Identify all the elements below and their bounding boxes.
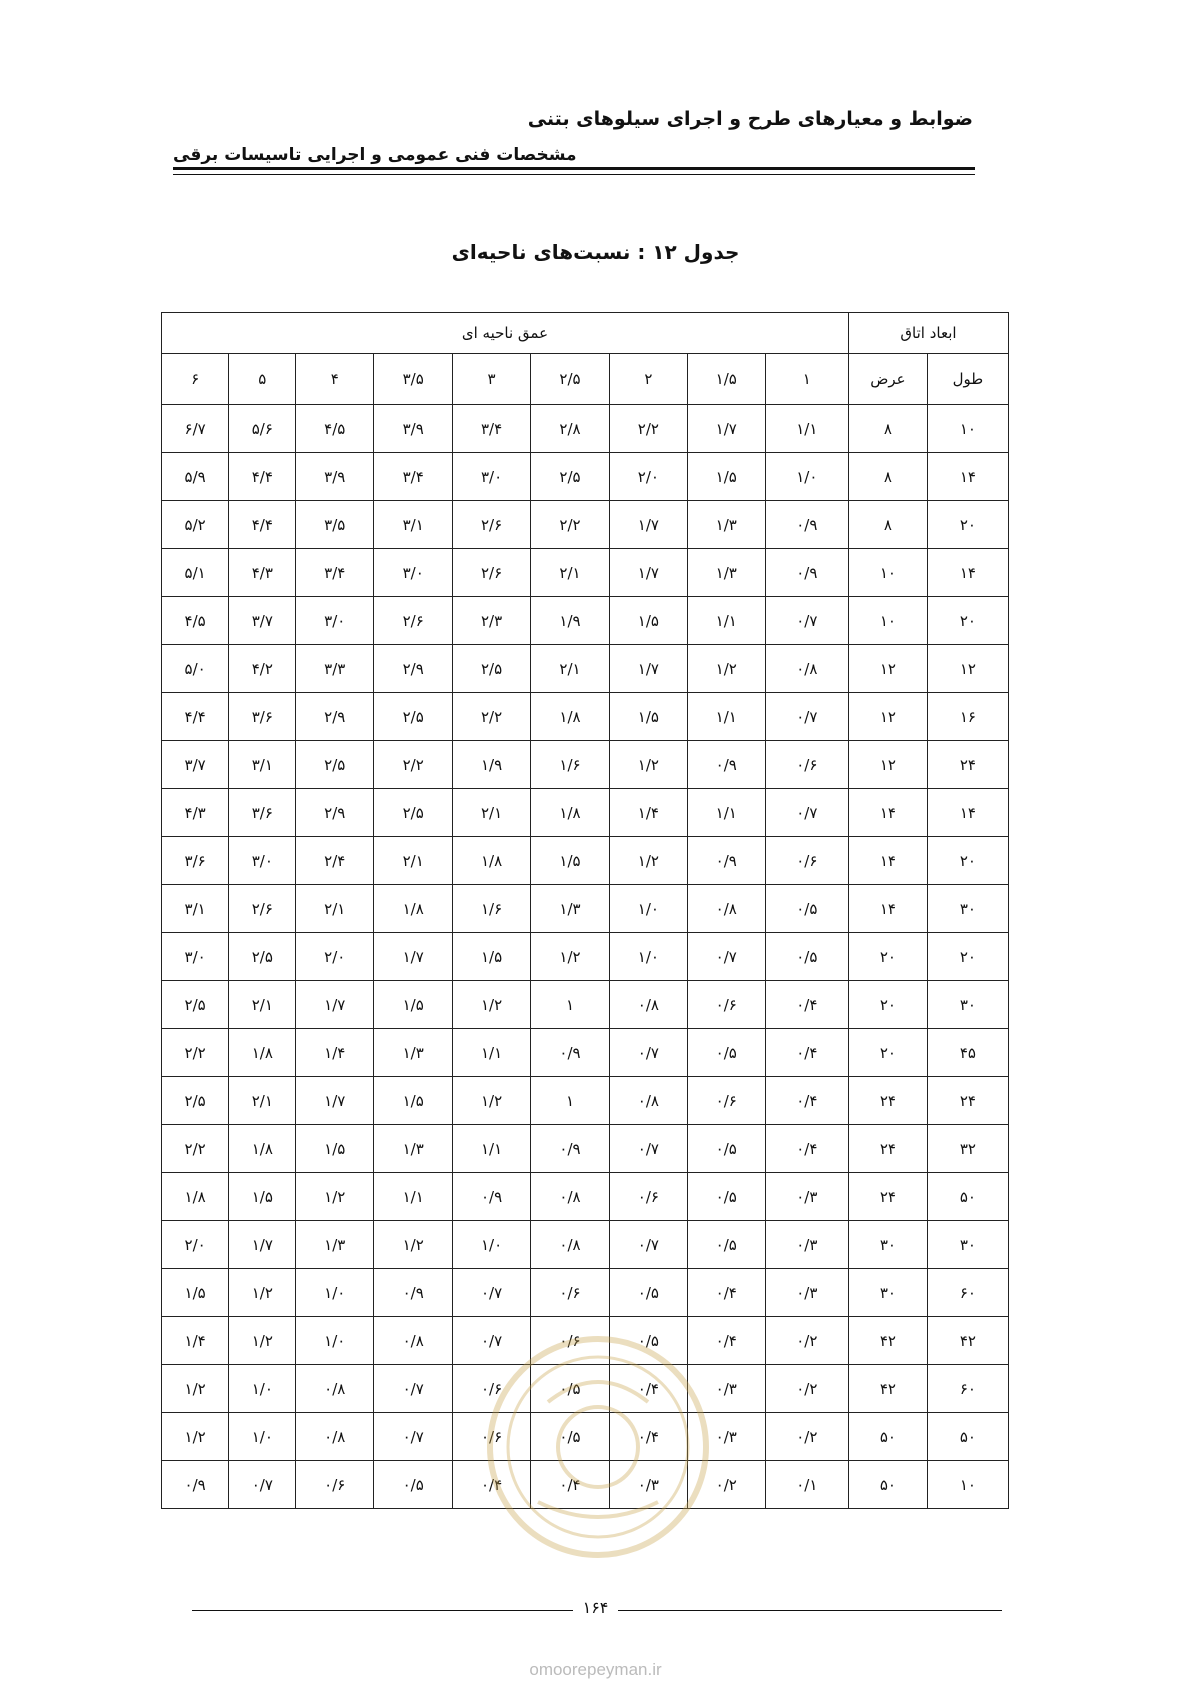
ratio-cell: ۰/۹ xyxy=(765,501,848,549)
ratio-cell: ۰/۵ xyxy=(374,1461,453,1509)
watermark-url: omoorepeyman.ir xyxy=(529,1660,662,1679)
ratio-cell: ۳/۵ xyxy=(296,501,374,549)
ratio-cell: ۱/۱ xyxy=(687,597,765,645)
table-row xyxy=(162,1077,1009,1125)
page-number-text: ۱۶۴ xyxy=(573,1598,619,1617)
table-row xyxy=(162,981,1009,1029)
ratio-cell: ۲/۱ xyxy=(229,981,296,1029)
ratio-cell: ۴/۳ xyxy=(162,789,229,837)
ratio-cell: ۰/۷ xyxy=(609,1029,687,1077)
ratio-cell: ۲/۹ xyxy=(296,789,374,837)
ratio-cell: ۱/۵ xyxy=(296,1125,374,1173)
length-cell: ۶۰ xyxy=(927,1269,1008,1317)
ratio-cell: ۱/۱ xyxy=(453,1029,531,1077)
ratio-cell: ۰/۷ xyxy=(609,1125,687,1173)
ratio-cell: ۴/۴ xyxy=(229,501,296,549)
width-cell: ۸ xyxy=(848,501,927,549)
length-cell: ۱۰ xyxy=(927,405,1008,453)
table-title: جدول ۱۲ : نسبت‌های ناحیه‌ای xyxy=(451,240,740,264)
ratio-cell: ۱/۵ xyxy=(687,453,765,501)
length-cell: ۳۰ xyxy=(927,885,1008,933)
ratio-cell: ۱/۱ xyxy=(453,1125,531,1173)
ratio-cell: ۳/۶ xyxy=(229,693,296,741)
length-cell: ۳۲ xyxy=(927,1125,1008,1173)
ratio-cell: ۰/۷ xyxy=(765,597,848,645)
ratio-cell: ۰/۶ xyxy=(296,1461,374,1509)
width-cell: ۱۲ xyxy=(848,741,927,789)
ratio-cell: ۱/۲ xyxy=(229,1317,296,1365)
depth-header-cell: ۲ xyxy=(609,354,687,405)
ratio-cell: ۱/۱ xyxy=(687,693,765,741)
ratio-cell: ۰/۵ xyxy=(609,1317,687,1365)
ratio-cell: ۰/۹ xyxy=(765,549,848,597)
ratio-cell: ۱/۸ xyxy=(531,693,610,741)
ratio-cell: ۰/۷ xyxy=(609,1221,687,1269)
ratio-cell: ۲/۰ xyxy=(162,1221,229,1269)
ratio-cell: ۲/۲ xyxy=(162,1125,229,1173)
ratio-cell: ۱/۲ xyxy=(453,1077,531,1125)
ratio-cell: ۰/۶ xyxy=(453,1413,531,1461)
ratio-cell: ۰/۲ xyxy=(765,1365,848,1413)
ratio-cell: ۰/۴ xyxy=(531,1461,610,1509)
ratio-cell: ۱/۵ xyxy=(374,1077,453,1125)
width-cell: ۱۰ xyxy=(848,549,927,597)
ratio-cell: ۰/۸ xyxy=(687,885,765,933)
ratio-cell: ۱/۵ xyxy=(229,1173,296,1221)
ratio-cell: ۲/۶ xyxy=(374,597,453,645)
ratio-cell: ۳/۱ xyxy=(374,501,453,549)
ratio-cell: ۱ xyxy=(531,981,610,1029)
ratio-cell: ۱/۲ xyxy=(162,1365,229,1413)
ratio-cell: ۱/۰ xyxy=(296,1317,374,1365)
ratio-cell: ۲/۲ xyxy=(453,693,531,741)
ratio-cell: ۲/۱ xyxy=(531,645,610,693)
length-header: طول xyxy=(927,354,1008,405)
table-row xyxy=(162,1173,1009,1221)
width-cell: ۲۴ xyxy=(848,1173,927,1221)
ratio-cell: ۱/۳ xyxy=(374,1029,453,1077)
width-cell: ۱۴ xyxy=(848,885,927,933)
ratio-cell: ۱/۷ xyxy=(229,1221,296,1269)
ratio-cell: ۵/۹ xyxy=(162,453,229,501)
ratio-cell: ۱/۸ xyxy=(162,1173,229,1221)
ratio-cell: ۳/۹ xyxy=(296,453,374,501)
ratio-cell: ۲/۲ xyxy=(531,501,610,549)
ratio-cell: ۰/۲ xyxy=(765,1413,848,1461)
width-cell: ۱۴ xyxy=(848,837,927,885)
length-cell: ۳۰ xyxy=(927,981,1008,1029)
length-cell: ۱۴ xyxy=(927,549,1008,597)
ratio-cell: ۰/۴ xyxy=(609,1413,687,1461)
ratio-cell: ۱/۷ xyxy=(687,405,765,453)
ratio-cell: ۲/۵ xyxy=(229,933,296,981)
ratio-cell: ۰/۶ xyxy=(687,1077,765,1125)
ratio-cell: ۲/۰ xyxy=(609,453,687,501)
ratio-cell: ۵/۱ xyxy=(162,549,229,597)
ratio-cell: ۱/۷ xyxy=(296,1077,374,1125)
ratio-cell: ۱/۲ xyxy=(162,1413,229,1461)
length-cell: ۲۴ xyxy=(927,1077,1008,1125)
ratio-cell: ۴/۴ xyxy=(229,453,296,501)
ratio-cell: ۰/۶ xyxy=(531,1317,610,1365)
ratio-cell: ۲/۲ xyxy=(162,1029,229,1077)
table-row xyxy=(162,1221,1009,1269)
ratio-cell: ۵/۲ xyxy=(162,501,229,549)
width-cell: ۲۰ xyxy=(848,981,927,1029)
ratio-cell: ۳/۰ xyxy=(162,933,229,981)
ratio-cell: ۰/۳ xyxy=(765,1269,848,1317)
ratio-cell: ۱/۶ xyxy=(453,885,531,933)
ratio-cell: ۲/۱ xyxy=(453,789,531,837)
header-rule-thick xyxy=(173,167,975,170)
ratio-cell: ۲/۶ xyxy=(229,885,296,933)
width-cell: ۲۰ xyxy=(848,933,927,981)
width-cell: ۵۰ xyxy=(848,1461,927,1509)
ratio-cell: ۳/۷ xyxy=(162,741,229,789)
ratio-cell: ۲/۵ xyxy=(374,789,453,837)
table-row xyxy=(162,741,1009,789)
book-title: ضوابط و معیارهای طرح و اجرای سیلوهای بتنی xyxy=(527,108,973,130)
depth-header-cell: ۱/۵ xyxy=(687,354,765,405)
ratio-cell: ۱/۳ xyxy=(374,1125,453,1173)
table-row xyxy=(162,693,1009,741)
ratio-cell: ۰/۴ xyxy=(765,981,848,1029)
ratio-cell: ۱/۴ xyxy=(162,1317,229,1365)
ratio-cell: ۳/۱ xyxy=(162,885,229,933)
ratio-cell: ۲/۳ xyxy=(453,597,531,645)
table-row xyxy=(162,645,1009,693)
ratio-cell: ۱/۲ xyxy=(609,837,687,885)
ratio-cell: ۰/۹ xyxy=(687,837,765,885)
ratio-cell: ۰/۶ xyxy=(531,1269,610,1317)
length-cell: ۲۰ xyxy=(927,933,1008,981)
ratio-cell: ۰/۷ xyxy=(229,1461,296,1509)
ratio-cell: ۰/۸ xyxy=(609,1077,687,1125)
width-cell: ۵۰ xyxy=(848,1413,927,1461)
ratio-cell: ۰/۹ xyxy=(687,741,765,789)
width-cell: ۱۰ xyxy=(848,597,927,645)
ratio-cell: ۲/۲ xyxy=(374,741,453,789)
ratio-cell: ۳/۴ xyxy=(374,453,453,501)
ratio-cell: ۱/۱ xyxy=(374,1173,453,1221)
ratio-cell: ۱/۳ xyxy=(531,885,610,933)
ratio-cell: ۱/۰ xyxy=(229,1365,296,1413)
ratio-cell: ۲/۹ xyxy=(296,693,374,741)
length-cell: ۶۰ xyxy=(927,1365,1008,1413)
ratio-cell: ۰/۲ xyxy=(765,1317,848,1365)
length-cell: ۱۲ xyxy=(927,645,1008,693)
ratio-cell: ۲/۱ xyxy=(229,1077,296,1125)
ratio-cell: ۰/۵ xyxy=(531,1365,610,1413)
ratio-cell: ۰/۵ xyxy=(687,1029,765,1077)
table-row xyxy=(162,789,1009,837)
depth-header-cell: ۶ xyxy=(162,354,229,405)
depth-header-cell: ۳ xyxy=(453,354,531,405)
ratio-cell: ۱/۰ xyxy=(765,453,848,501)
ratio-cell: ۰/۶ xyxy=(687,981,765,1029)
ratio-cell: ۰/۵ xyxy=(765,885,848,933)
width-cell: ۳۰ xyxy=(848,1221,927,1269)
ratio-cell: ۱/۲ xyxy=(609,741,687,789)
ratio-cell: ۲/۴ xyxy=(296,837,374,885)
ratio-cell: ۵/۰ xyxy=(162,645,229,693)
ratio-cell: ۲/۵ xyxy=(531,453,610,501)
ratio-cell: ۰/۳ xyxy=(765,1173,848,1221)
ratio-cell: ۲/۵ xyxy=(453,645,531,693)
ratio-cell: ۳/۱ xyxy=(229,741,296,789)
length-cell: ۳۰ xyxy=(927,1221,1008,1269)
ratio-cell: ۰/۵ xyxy=(531,1413,610,1461)
length-cell: ۵۰ xyxy=(927,1173,1008,1221)
ratio-cell: ۳/۳ xyxy=(296,645,374,693)
table-row xyxy=(162,405,1009,453)
ratio-cell: ۳/۰ xyxy=(229,837,296,885)
depth-header-cell: ۴ xyxy=(296,354,374,405)
ratio-cell: ۱/۱ xyxy=(687,789,765,837)
ratio-cell: ۱/۸ xyxy=(453,837,531,885)
ratio-cell: ۱/۷ xyxy=(609,549,687,597)
ratio-cell: ۱/۸ xyxy=(531,789,610,837)
table-row xyxy=(162,597,1009,645)
ratio-cell: ۱/۹ xyxy=(531,597,610,645)
ratio-cell: ۰/۱ xyxy=(765,1461,848,1509)
ratio-cell: ۰/۹ xyxy=(162,1461,229,1509)
ratio-cell: ۱/۷ xyxy=(609,501,687,549)
length-cell: ۴۵ xyxy=(927,1029,1008,1077)
ratio-cell: ۱/۲ xyxy=(229,1269,296,1317)
ratio-cell: ۱/۲ xyxy=(453,981,531,1029)
ratio-cell: ۵/۶ xyxy=(229,405,296,453)
ratio-cell: ۰/۵ xyxy=(765,933,848,981)
length-cell: ۲۰ xyxy=(927,501,1008,549)
length-cell: ۱۴ xyxy=(927,789,1008,837)
ratio-cell: ۱/۰ xyxy=(296,1269,374,1317)
width-header: عرض xyxy=(848,354,927,405)
ratio-cell: ۰/۲ xyxy=(687,1461,765,1509)
ratio-cell: ۰/۳ xyxy=(609,1461,687,1509)
ratio-cell: ۱/۷ xyxy=(296,981,374,1029)
ratio-cell: ۴/۵ xyxy=(296,405,374,453)
ratio-cell: ۰/۹ xyxy=(531,1125,610,1173)
ratio-cell: ۰/۸ xyxy=(531,1173,610,1221)
depth-header-cell: ۵ xyxy=(229,354,296,405)
ratio-cell: ۴/۴ xyxy=(162,693,229,741)
depth-header-cell: ۳/۵ xyxy=(374,354,453,405)
width-cell: ۲۴ xyxy=(848,1077,927,1125)
ratio-cell: ۶/۷ xyxy=(162,405,229,453)
ratio-cell: ۱/۷ xyxy=(374,933,453,981)
table-row xyxy=(162,885,1009,933)
width-cell: ۴۲ xyxy=(848,1365,927,1413)
ratio-cell: ۰/۳ xyxy=(687,1365,765,1413)
ratio-cell: ۰/۳ xyxy=(687,1413,765,1461)
ratio-cell: ۰/۴ xyxy=(765,1125,848,1173)
ratio-cell: ۲/۰ xyxy=(296,933,374,981)
ratio-cell: ۱/۸ xyxy=(229,1125,296,1173)
width-cell: ۲۰ xyxy=(848,1029,927,1077)
ratio-cell: ۰/۵ xyxy=(687,1221,765,1269)
ratio-cell: ۱/۱ xyxy=(765,405,848,453)
table-row xyxy=(162,549,1009,597)
ratio-cell: ۰/۴ xyxy=(453,1461,531,1509)
ratio-cell: ۱/۰ xyxy=(229,1413,296,1461)
length-cell: ۱۶ xyxy=(927,693,1008,741)
width-cell: ۱۲ xyxy=(848,645,927,693)
ratio-cell: ۰/۹ xyxy=(531,1029,610,1077)
zone-depth-header: عمق ناحیه ای xyxy=(162,313,849,354)
width-cell: ۸ xyxy=(848,453,927,501)
ratio-cell: ۰/۸ xyxy=(296,1413,374,1461)
table-row xyxy=(162,501,1009,549)
ratio-cell: ۱/۲ xyxy=(374,1221,453,1269)
ratio-cell: ۲/۲ xyxy=(609,405,687,453)
ratio-cell: ۱/۵ xyxy=(609,597,687,645)
ratio-cell: ۳/۶ xyxy=(162,837,229,885)
ratio-cell: ۱/۵ xyxy=(374,981,453,1029)
ratio-cell: ۰/۷ xyxy=(374,1365,453,1413)
ratio-cell: ۳/۴ xyxy=(296,549,374,597)
ratio-cell: ۱/۸ xyxy=(229,1029,296,1077)
ratio-cell: ۴/۳ xyxy=(229,549,296,597)
ratio-cell: ۰/۴ xyxy=(687,1317,765,1365)
ratio-cell: ۱/۴ xyxy=(296,1029,374,1077)
ratio-cell: ۳/۶ xyxy=(229,789,296,837)
ratio-cell: ۰/۶ xyxy=(765,837,848,885)
ratio-cell: ۰/۹ xyxy=(453,1173,531,1221)
watermark-seal-icon xyxy=(478,1322,718,1572)
ratio-cell: ۱ xyxy=(531,1077,610,1125)
ratio-cell: ۰/۸ xyxy=(765,645,848,693)
ratio-cell: ۱/۲ xyxy=(531,933,610,981)
ratio-cell: ۰/۵ xyxy=(687,1125,765,1173)
ratio-cell: ۳/۰ xyxy=(374,549,453,597)
depth-header-cell: ۲/۵ xyxy=(531,354,610,405)
ratio-cell: ۰/۴ xyxy=(765,1077,848,1125)
ratio-cell: ۲/۱ xyxy=(296,885,374,933)
ratio-cell: ۲/۹ xyxy=(374,645,453,693)
ratio-cell: ۲/۱ xyxy=(531,549,610,597)
ratio-cell: ۲/۱ xyxy=(374,837,453,885)
ratio-cell: ۰/۶ xyxy=(609,1173,687,1221)
ratio-cell: ۰/۶ xyxy=(765,741,848,789)
ratio-cell: ۱/۸ xyxy=(374,885,453,933)
depth-header-cell: ۱ xyxy=(765,354,848,405)
ratio-cell: ۴/۵ xyxy=(162,597,229,645)
length-cell: ۲۰ xyxy=(927,837,1008,885)
width-cell: ۴۲ xyxy=(848,1317,927,1365)
ratio-cell: ۰/۴ xyxy=(609,1365,687,1413)
ratio-cell: ۱/۵ xyxy=(609,693,687,741)
ratio-cell: ۱/۹ xyxy=(453,741,531,789)
table-row xyxy=(162,837,1009,885)
table-row xyxy=(162,453,1009,501)
ratio-cell: ۰/۵ xyxy=(609,1269,687,1317)
table-row xyxy=(162,1029,1009,1077)
ratio-cell: ۰/۴ xyxy=(765,1029,848,1077)
ratio-cell: ۰/۸ xyxy=(609,981,687,1029)
page-number xyxy=(0,1598,1191,1617)
length-cell: ۵۰ xyxy=(927,1413,1008,1461)
ratio-cell: ۱/۰ xyxy=(453,1221,531,1269)
width-cell: ۸ xyxy=(848,405,927,453)
ratio-cell: ۲/۶ xyxy=(453,549,531,597)
section-title: مشخصات فنی عمومی و اجرایی تاسیسات برقی xyxy=(173,145,577,165)
room-dims-header: ابعاد اتاق xyxy=(848,313,1008,354)
ratio-cell: ۰/۴ xyxy=(687,1269,765,1317)
ratio-cell: ۰/۷ xyxy=(453,1317,531,1365)
length-cell: ۲۴ xyxy=(927,741,1008,789)
ratio-cell: ۱/۵ xyxy=(531,837,610,885)
ratio-cell: ۰/۷ xyxy=(765,693,848,741)
ratio-cell: ۰/۷ xyxy=(687,933,765,981)
ratio-cell: ۰/۸ xyxy=(374,1317,453,1365)
width-cell: ۱۲ xyxy=(848,693,927,741)
ratio-cell: ۳/۷ xyxy=(229,597,296,645)
ratio-cell: ۲/۵ xyxy=(374,693,453,741)
width-cell: ۲۴ xyxy=(848,1125,927,1173)
ratio-cell: ۱/۵ xyxy=(453,933,531,981)
ratio-cell: ۲/۵ xyxy=(296,741,374,789)
width-cell: ۱۴ xyxy=(848,789,927,837)
ratio-cell: ۴/۲ xyxy=(229,645,296,693)
ratio-cell: ۰/۳ xyxy=(765,1221,848,1269)
ratio-cell: ۱/۵ xyxy=(162,1269,229,1317)
ratio-cell: ۰/۸ xyxy=(296,1365,374,1413)
ratio-cell: ۱/۶ xyxy=(531,741,610,789)
ratio-cell: ۰/۷ xyxy=(374,1413,453,1461)
ratio-cell: ۳/۰ xyxy=(453,453,531,501)
ratio-cell: ۲/۸ xyxy=(531,405,610,453)
ratio-cell: ۱/۴ xyxy=(609,789,687,837)
ratio-cell: ۰/۵ xyxy=(687,1173,765,1221)
header-rule-thin xyxy=(173,174,975,175)
ratio-cell: ۳/۹ xyxy=(374,405,453,453)
length-cell: ۱۰ xyxy=(927,1461,1008,1509)
ratio-cell: ۳/۰ xyxy=(296,597,374,645)
ratio-cell: ۲/۶ xyxy=(453,501,531,549)
length-cell: ۴۲ xyxy=(927,1317,1008,1365)
ratio-cell: ۱/۷ xyxy=(609,645,687,693)
ratio-cell: ۱/۲ xyxy=(296,1173,374,1221)
length-cell: ۱۴ xyxy=(927,453,1008,501)
ratio-cell: ۱/۲ xyxy=(687,645,765,693)
ratio-cell: ۲/۵ xyxy=(162,1077,229,1125)
ratio-cell: ۱/۳ xyxy=(687,501,765,549)
ratio-cell: ۱/۳ xyxy=(687,549,765,597)
length-cell: ۲۰ xyxy=(927,597,1008,645)
ratio-cell: ۱/۳ xyxy=(296,1221,374,1269)
ratio-cell: ۱/۰ xyxy=(609,885,687,933)
ratio-cell: ۰/۷ xyxy=(453,1269,531,1317)
ratio-cell: ۳/۴ xyxy=(453,405,531,453)
table-row xyxy=(162,1269,1009,1317)
ratio-cell: ۱/۰ xyxy=(609,933,687,981)
table-row xyxy=(162,933,1009,981)
width-cell: ۳۰ xyxy=(848,1269,927,1317)
ratio-cell: ۰/۷ xyxy=(765,789,848,837)
ratio-cell: ۰/۹ xyxy=(374,1269,453,1317)
ratio-cell: ۲/۵ xyxy=(162,981,229,1029)
table-row xyxy=(162,1125,1009,1173)
ratio-cell: ۰/۸ xyxy=(531,1221,610,1269)
ratio-cell: ۰/۶ xyxy=(453,1365,531,1413)
